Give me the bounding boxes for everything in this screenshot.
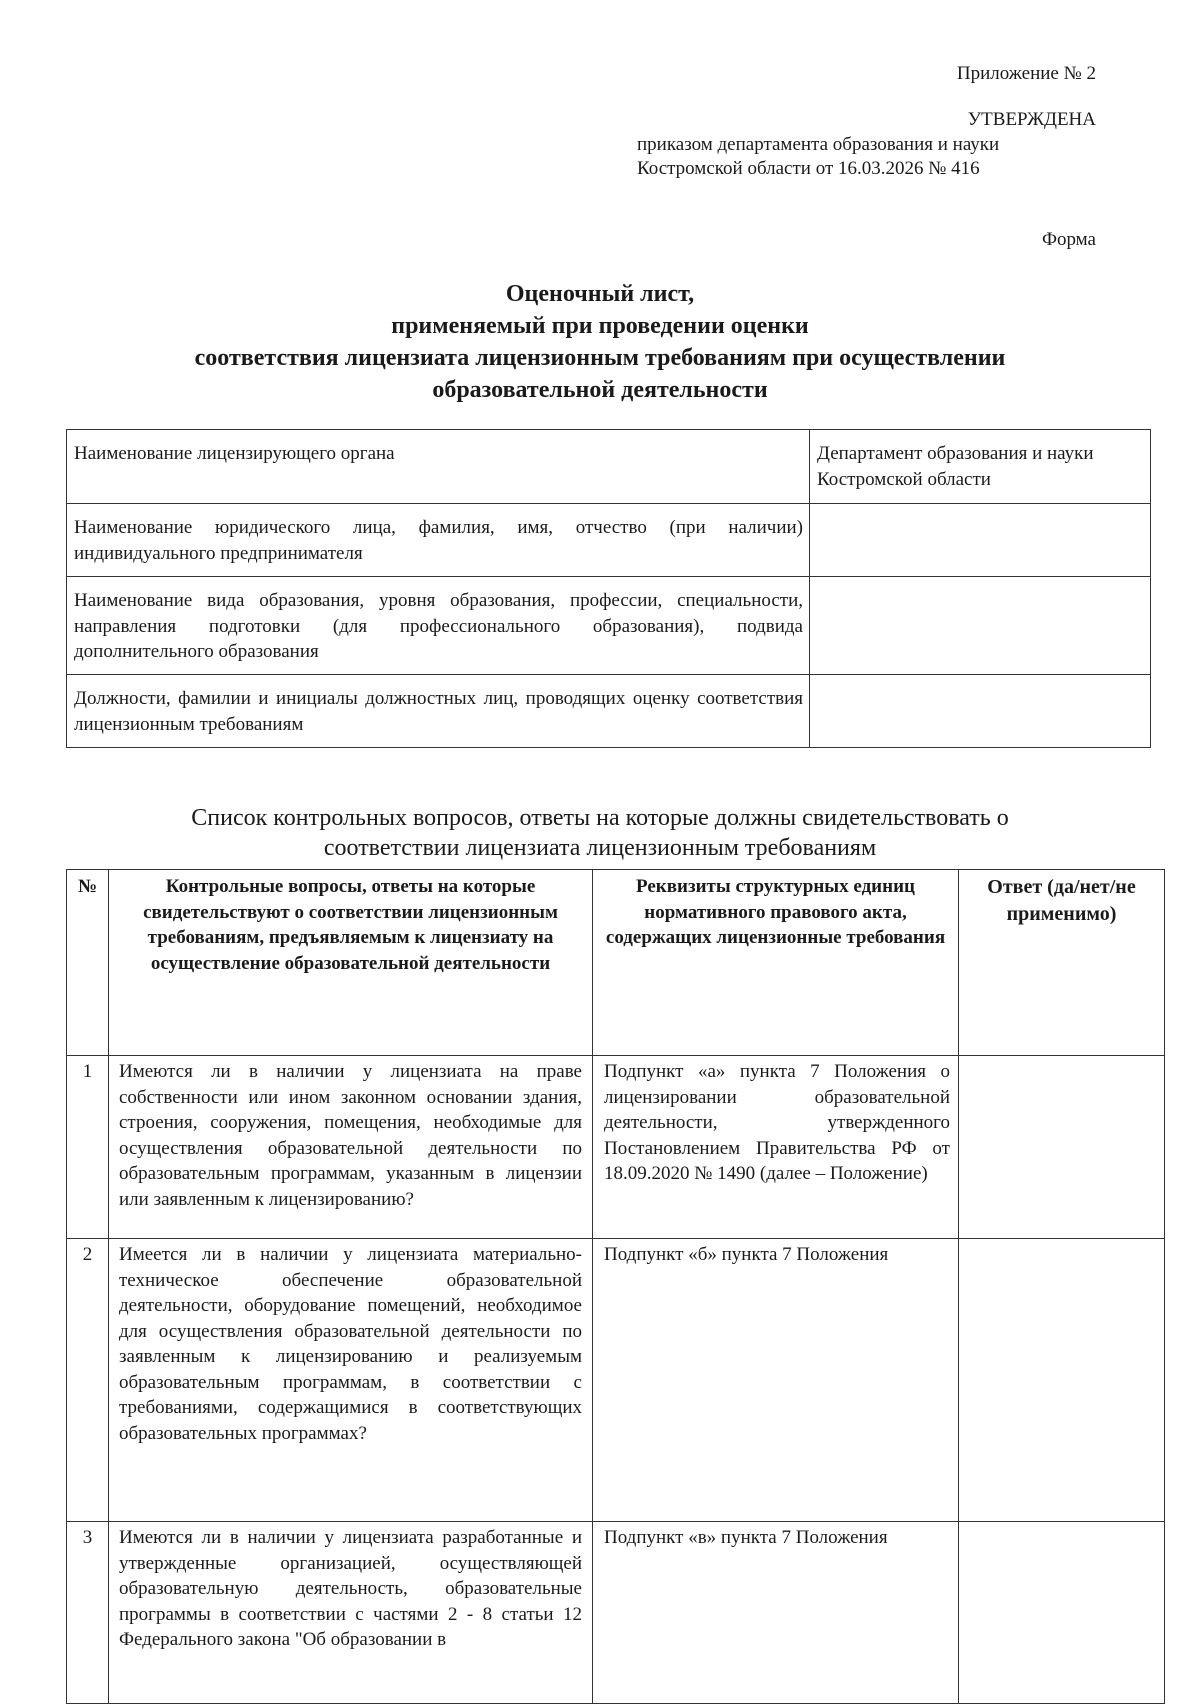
list-title-line: Список контрольных вопросов, ответы на которые должны свидетельствовать о — [191, 805, 1009, 831]
info-value-field[interactable] — [810, 577, 1151, 675]
column-header-number: № — [67, 870, 109, 1056]
approval-order-line: Костромской области от 16.03.2026 № 416 — [637, 158, 980, 179]
questions-list-title — [0, 803, 1200, 863]
title-line: образовательной деятельности — [432, 377, 768, 403]
approval-order-line: приказом департамента образования и науки — [637, 134, 1000, 155]
title-line: применяемый при проведении оценки — [391, 313, 809, 339]
table-row — [67, 430, 1151, 504]
title-line: Оценочный лист, — [505, 281, 695, 307]
question-reference: Подпункт «в» пункта 7 Положения — [593, 1522, 959, 1704]
questions-table — [66, 869, 1165, 1704]
table-row — [67, 1056, 1165, 1239]
info-table — [66, 429, 1151, 748]
column-header-question: Контрольные вопросы, ответы на которые свидетельствуют о соответствии лицензионным требованиям, предъявляемым к лицензиату на осуществление образовательной деятельности — [109, 870, 593, 1056]
table-row — [67, 675, 1151, 748]
form-label: Форма — [1041, 229, 1096, 250]
answer-cell[interactable] — [959, 1522, 1165, 1704]
answer-cell[interactable] — [959, 1239, 1165, 1522]
info-value: Департамент образования и науки Костромской области — [810, 430, 1151, 504]
question-number: 1 — [67, 1056, 109, 1239]
list-title-line: соответствии лицензиата лицензионным требованиям — [323, 835, 877, 861]
table-row — [67, 577, 1151, 675]
question-reference: Подпункт «б» пункта 7 Положения — [593, 1239, 959, 1522]
column-header-reference: Реквизиты структурных единиц нормативного правового акта, содержащих лицензионные требования — [593, 870, 959, 1056]
column-header-answer: Ответ (да/нет/не применимо) — [959, 870, 1165, 1056]
table-row — [67, 1239, 1165, 1522]
question-text: Имеется ли в наличии у лицензиата материально-техническое обеспечение образовательной деятельности, оборудование помещений, необходимое для осуществления образовательной деятельности по заявленным к лицензированию и реализуемым образовательным программам, в соответствии с требованиями, содержащимися в соответствующих образовательных программах? — [109, 1239, 593, 1522]
info-label: Наименование вида образования, уровня образования, профессии, специальности, направления подготовки (для профессионального образования), подвида дополнительного образования — [67, 577, 810, 675]
title-line: соответствия лицензиата лицензионным требованиям при осуществлении — [194, 345, 1006, 371]
table-row — [67, 504, 1151, 577]
info-label: Должности, фамилии и инициалы должностных лиц, проводящих оценку соответствия лицензионным требованиям — [67, 675, 810, 748]
table-row — [67, 1522, 1165, 1704]
info-value-field[interactable] — [810, 675, 1151, 748]
question-text: Имеются ли в наличии у лицензиата разработанные и утвержденные организацией, осуществляющей образовательную деятельность, образовательные программы в соответствии с частями 2 - 8 статьи 12 Федерального закона "Об образовании в — [109, 1522, 593, 1704]
table-header-row — [67, 870, 1165, 1056]
question-reference: Подпункт «а» пункта 7 Положения о лицензировании образовательной деятельности, утвержденного Постановлением Правительства РФ от 18.09.2020 № 1490 (далее – Положение) — [593, 1056, 959, 1239]
answer-cell[interactable] — [959, 1056, 1165, 1239]
question-number: 2 — [67, 1239, 109, 1522]
approval-order — [637, 133, 999, 181]
approved-label: УТВЕРЖДЕНА — [967, 109, 1096, 130]
document-title — [0, 278, 1200, 406]
info-label: Наименование юридического лица, фамилия, имя, отчество (при наличии) индивидуального предпринимателя — [67, 504, 810, 577]
question-text: Имеются ли в наличии у лицензиата на праве собственности или ином законном основании здания, строения, сооружения, помещения, необходимые для осуществления образовательной деятельности по образовательным программам, указанным в лицензии или заявленным к лицензированию? — [109, 1056, 593, 1239]
info-value-field[interactable] — [810, 504, 1151, 577]
info-label: Наименование лицензирующего органа — [67, 430, 810, 504]
appendix-label: Приложение № 2 — [956, 63, 1096, 84]
question-number: 3 — [67, 1522, 109, 1704]
